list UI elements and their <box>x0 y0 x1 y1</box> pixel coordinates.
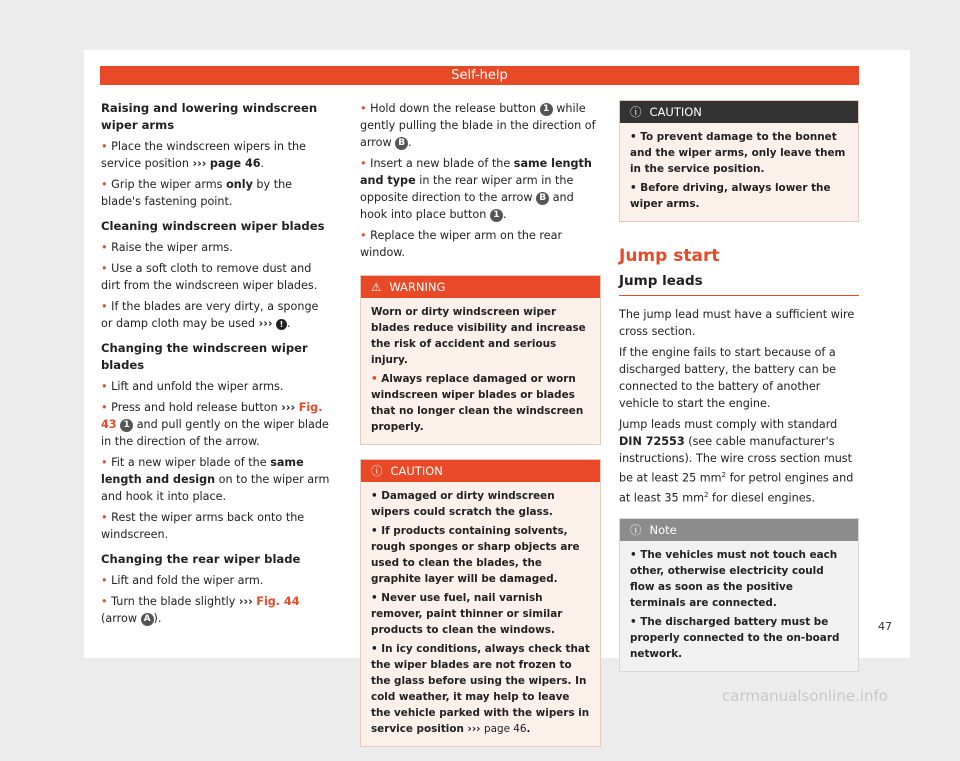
list-item: • If the blades are very dirty, a sponge or damp cloth may be used ››› ! . <box>101 300 319 330</box>
list-item: • Place the windscreen wipers in the service position ››› page 46. <box>101 140 306 170</box>
caution-box: ⓘ CAUTION • To prevent damage to the bonnet and the wiper arms, only leave them in the service position. • Before driving, always lower the wiper arms. <box>619 100 859 222</box>
page-number: 47 <box>878 620 892 633</box>
note-label: Note <box>649 523 677 538</box>
list-item: • Rest the wiper arms back onto the windscreen. <box>101 511 305 541</box>
list-item: • Insert a new blade of the same length and type in the rear wiper arm in the opposite direction to the arrow B and hook into place button 1 . <box>360 157 592 221</box>
info-icon: ⓘ <box>630 523 642 538</box>
column-1 <box>101 100 333 631</box>
marker-b-icon: B <box>395 137 408 150</box>
marker-a-icon: A <box>141 613 154 626</box>
header-bar <box>100 66 859 85</box>
marker-1-icon: 1 <box>540 103 553 116</box>
warning-label: WARNING <box>389 280 446 294</box>
list-item: • Use a soft cloth to remove dust and dirt from the windscreen wiper blades. <box>101 262 318 292</box>
column-2 <box>360 100 601 761</box>
heading-raising-wipers: Raising and lowering windscreen wiper arms <box>101 101 318 132</box>
caution-box: ⓘ CAUTION • Damaged or dirty windscreen wipers could scratch the glass. • If products containing solvents, rough sponges or sharp objects are used to clean the blades, the graphite layer will be damaged. • Never use fuel, nail varnish remover, paint thinner or similar products to clean the windows. • In icy conditions, always check that the wiper blades are not frozen to the glass before using the wipers. In cold weather, it may help to leave the vehicle parked with the wipers in service position ››› page 46. <box>360 459 601 747</box>
note-box: ⓘ Note • The vehicles must not touch each other, otherwise electricity could flow as soon as the positive terminals are connected. • The discharged battery must be properly connected to the on-board network. <box>619 518 859 672</box>
page-header-title: Self-help <box>451 68 508 83</box>
paragraph: The jump lead must have a sufficient wire cross section. <box>619 308 855 338</box>
warning-icon: ! <box>276 319 287 330</box>
warning-triangle-icon: ⚠ <box>371 280 382 294</box>
heading-rear-blade: Changing the rear wiper blade <box>101 552 301 566</box>
section-title: Jump start <box>619 246 720 266</box>
list-item: • Lift and fold the wiper arm. <box>101 574 264 587</box>
watermark: carmanualsonline.info <box>722 687 888 705</box>
caution-icon: ⓘ <box>371 464 383 478</box>
caution-label: CAUTION <box>649 105 702 119</box>
marker-1-icon: 1 <box>490 209 503 222</box>
heading-cleaning-blades: Cleaning windscreen wiper blades <box>101 219 325 233</box>
list-item: • Raise the wiper arms. <box>101 241 233 254</box>
subsection-title: Jump leads <box>619 273 859 296</box>
paragraph: Jump leads must comply with standard DIN 72553 (see cable manufacturer's instructions). The wire cross section must be at least 25 $mm^2$ for petrol engines and at least 35 $mm^2$ for diesel engines. <box>619 418 854 505</box>
list-item: • Fit a new wiper blade of the same length and design on to the wiper arm and hook it into place. <box>101 456 330 503</box>
caution-icon: ⓘ <box>630 105 642 119</box>
list-item: • Grip the wiper arms only by the blade's fastening point. <box>101 178 293 208</box>
warning-box: ⚠ WARNING Worn or dirty windscreen wiper blades reduce visibility and increase the risk of accident and serious injury. • Always replace damaged or worn windscreen wiper blades or blades that no longer clean the windscreen properly. <box>360 275 601 445</box>
page-link[interactable]: page 46 <box>209 157 261 170</box>
column-3 <box>619 100 859 686</box>
list-item: • Turn the blade slightly ››› Fig. 44 (arrow A ). <box>101 595 300 625</box>
page-link[interactable]: page 46 <box>484 723 527 735</box>
marker-b-icon: B <box>536 192 549 205</box>
list-item: • Lift and unfold the wiper arms. <box>101 380 284 393</box>
list-item: • Press and hold release button ››› Fig. 43 1 and pull gently on the wiper blade in the direction of the arrow. <box>101 401 329 448</box>
figure-link[interactable]: Fig. 44 <box>256 595 300 608</box>
figure-link[interactable]: Fig. 43 <box>101 401 323 431</box>
caution-label: CAUTION <box>390 464 443 478</box>
paragraph: If the engine fails to start because of a discharged battery, the battery can be connected to the battery of another vehicle to start the engine. <box>619 346 837 410</box>
list-item: • Hold down the release button 1 while gently pulling the blade in the direction of arrow B . <box>360 102 596 149</box>
list-item: • Replace the wiper arm on the rear window. <box>360 229 563 259</box>
marker-1-icon: 1 <box>120 419 133 432</box>
heading-changing-blades: Changing the windscreen wiper blades <box>101 341 308 372</box>
